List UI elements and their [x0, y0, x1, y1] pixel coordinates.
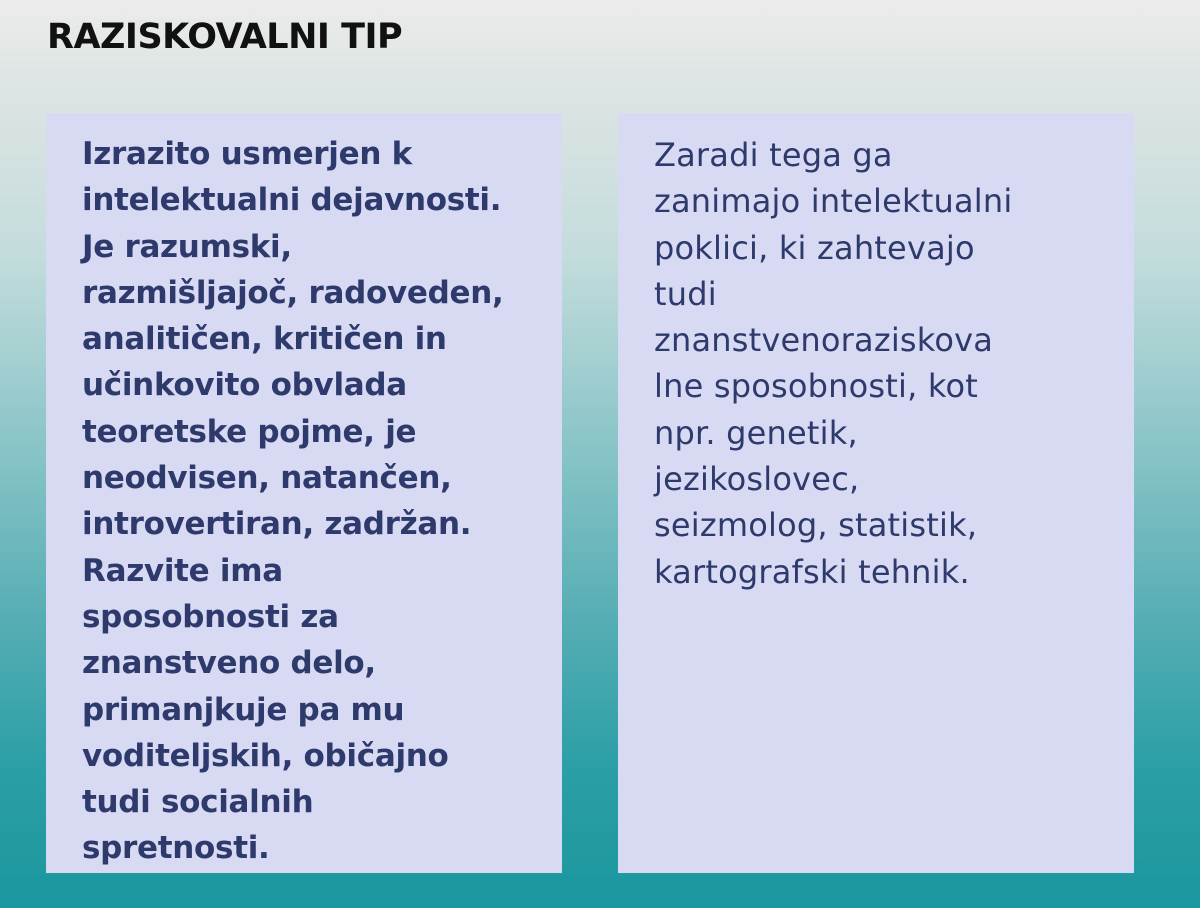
careers-card [618, 113, 1134, 873]
careers-text: Zaradi tega ga zanimajo intelektualni poklici, ki zahtevajo tudi znanstvenoraziskova lne sposobnosti, kot npr. genetik, jezikoslovec, seizmolog, statistik, kartografski tehnik. [654, 136, 1013, 591]
description-card [46, 113, 562, 873]
page-title: RAZISKOVALNI TIP [47, 17, 403, 57]
description-text: Izrazito usmerjen k intelektualni dejavnosti. Je razumski, razmišljajoč, radoveden, analitičen, kritičen in učinkovito obvlada teoretske pojme, je neodvisen, natančen, introvertiran, zadržan. Razvite ima sposobnosti za znanstveno delo, primanjkuje pa mu voditeljskih, običajno tudi socialnih spretnosti. [82, 136, 504, 867]
